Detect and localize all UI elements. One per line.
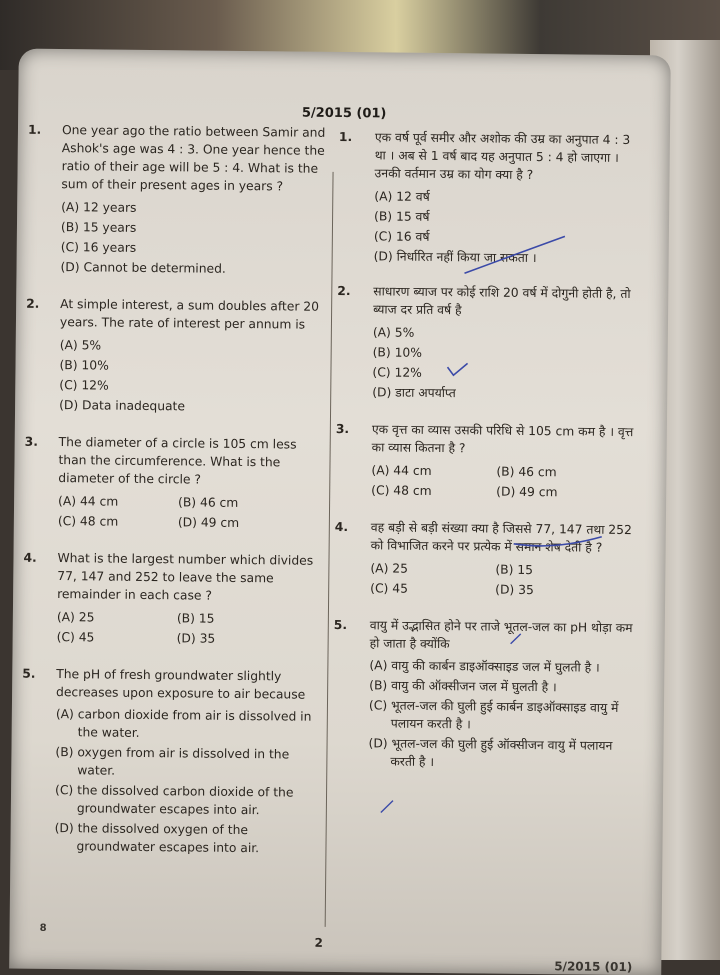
question-text: वायु में उद्भासित होने पर ताजे भूतल-जल का pH थोड़ा कम हो जाता है क्योंकि bbox=[369, 618, 633, 652]
option-a: (A) वायु की कार्बन डाइऑक्साइड जल में घुलती है । bbox=[369, 658, 600, 675]
question-text: What is the largest number which divides 77, 147 and 252 to leave the same remainder in each case ? bbox=[57, 551, 314, 603]
question-number: 4. bbox=[23, 550, 37, 565]
side-mark: 8 bbox=[39, 922, 47, 934]
options bbox=[348, 558, 633, 601]
question-text: At simple interest, a sum doubles after 20 years. The rate of interest per annum is bbox=[59, 297, 320, 332]
options bbox=[57, 607, 325, 650]
paper-code-header: 5/2015 (01) bbox=[301, 105, 387, 122]
option-a: (A) 44 cm bbox=[371, 463, 432, 478]
option-b: (B) oxygen from air is dissolved in the water. bbox=[55, 745, 290, 778]
option-a: (A) 12 वर्ष bbox=[374, 189, 430, 204]
question-3-hi bbox=[335, 420, 635, 503]
option-d: (D) भूतल-जल की घुली हुई ऑक्सीजन वायु में पलायन करती है । bbox=[368, 736, 613, 769]
option-c: (C) 12% bbox=[372, 365, 422, 380]
option-c: (C) 48 cm bbox=[371, 483, 432, 498]
option-d: (D) the dissolved oxygen of the groundwater escapes into air. bbox=[54, 821, 260, 856]
hindi-column bbox=[333, 128, 638, 785]
option-d: (D) निर्धारित नहीं किया जा सकता । bbox=[373, 249, 537, 266]
question-text: वह बड़ी से बड़ी संख्या क्या है जिससे 77, 147 तथा 252 को विभाजित करने पर प्रत्येक में समान शेष देती है ? bbox=[370, 520, 632, 555]
question-1-hi bbox=[338, 128, 638, 269]
page-number: 2 bbox=[314, 935, 323, 950]
options bbox=[352, 186, 638, 269]
option-c: (C) 45 bbox=[370, 581, 409, 596]
option-a: (A) carbon dioxide from air is dissolved in the water. bbox=[55, 707, 312, 740]
option-b: (B) 10% bbox=[59, 358, 109, 373]
exam-page bbox=[9, 49, 671, 975]
question-text: एक वर्ष पूर्व समीर और अशोक की उम्र का अनुपात 4 : 3 था । अब से 1 वर्ष बाद यह अनुपात 5 : 4 हो जाएगा । उनकी वर्तमान उम्र का योग क्या है ? bbox=[374, 130, 631, 183]
option-a: (A) 12 years bbox=[61, 200, 137, 215]
option-b: (B) 10% bbox=[372, 345, 423, 360]
question-2-en bbox=[26, 295, 328, 418]
question-5-en bbox=[22, 665, 324, 858]
option-d: (D) डाटा अपर्याप्त bbox=[372, 385, 456, 401]
option-c: (C) 16 वर्ष bbox=[373, 229, 430, 244]
question-text: The diameter of a circle is 105 cm less than the circumference. What is the diameter of the circle ? bbox=[58, 435, 297, 487]
question-text: साधारण ब्याज पर कोई राशि 20 वर्ष में दोगुनी होती है, तो ब्याज दर प्रति वर्ष है bbox=[373, 284, 631, 318]
option-c: (C) 48 cm bbox=[57, 514, 119, 529]
option-a: (A) 25 bbox=[370, 561, 409, 576]
options bbox=[58, 491, 326, 534]
option-b: (B) 15 bbox=[176, 611, 215, 626]
option-b: (B) 46 cm bbox=[178, 495, 239, 510]
option-b: (B) 46 cm bbox=[496, 464, 557, 480]
option-d: (D) Cannot be determined. bbox=[60, 260, 226, 276]
question-number: 1. bbox=[338, 129, 353, 145]
question-number: 5. bbox=[333, 617, 348, 633]
question-number: 5. bbox=[22, 666, 36, 681]
option-c: (C) 45 bbox=[56, 630, 95, 645]
option-d: (D) 49 cm bbox=[496, 484, 558, 500]
question-number: 2. bbox=[337, 283, 351, 299]
option-c: (C) the dissolved carbon dioxide of the groundwater escapes into air. bbox=[54, 783, 294, 818]
footer-paper-code: 5/2015 (01) bbox=[554, 959, 633, 975]
question-number: 3. bbox=[335, 421, 350, 437]
question-2-hi bbox=[337, 282, 636, 405]
options bbox=[59, 335, 328, 418]
option-d: (D) 49 cm bbox=[177, 515, 240, 530]
english-column bbox=[22, 121, 330, 870]
option-a: (A) 44 cm bbox=[58, 494, 119, 509]
options bbox=[346, 656, 632, 773]
option-b: (B) 15 वर्ष bbox=[374, 209, 430, 224]
question-4-en bbox=[23, 549, 326, 650]
question-number: 4. bbox=[334, 519, 349, 535]
option-c: (C) भूतल-जल की घुली हुई कार्बन डाइऑक्साइड वायु में पलायन करती है । bbox=[368, 698, 619, 732]
option-c: (C) 16 years bbox=[60, 240, 137, 255]
pen-mark-q5c bbox=[381, 800, 393, 812]
option-b: (B) 15 bbox=[495, 562, 534, 578]
question-number: 1. bbox=[27, 122, 42, 137]
question-number: 3. bbox=[24, 434, 39, 449]
option-b: (B) वायु की ऑक्सीजन जल में घुलती है । bbox=[369, 678, 557, 695]
question-1-en bbox=[27, 121, 330, 280]
question-text: The pH of fresh groundwater slightly decreases upon exposure to air because bbox=[56, 667, 306, 702]
question-4-hi bbox=[334, 518, 634, 601]
option-c: (C) 12% bbox=[59, 378, 109, 393]
option-d: (D) 35 bbox=[176, 631, 216, 646]
options bbox=[60, 197, 329, 280]
options bbox=[349, 460, 634, 503]
options bbox=[350, 322, 636, 405]
option-b: (B) 15 years bbox=[60, 220, 137, 235]
question-5-hi bbox=[333, 616, 633, 773]
option-a: (A) 5% bbox=[59, 338, 102, 353]
option-a: (A) 25 bbox=[56, 610, 95, 625]
question-3-en bbox=[24, 433, 327, 534]
question-text: One year ago the ratio between Samir and Ashok's age was 4 : 3. One year hence the ratio of their age will be 5 : 4. What is the sum of their present ages in years ? bbox=[61, 123, 326, 194]
option-d: (D) Data inadequate bbox=[59, 398, 186, 414]
question-text: एक वृत्त का व्यास उसकी परिधि से 105 cm कम है । वृत्त का व्यास कितना है ? bbox=[371, 422, 634, 456]
question-number: 2. bbox=[26, 296, 40, 311]
options bbox=[54, 705, 324, 858]
option-d: (D) 35 bbox=[495, 582, 534, 598]
option-a: (A) 5% bbox=[372, 325, 415, 340]
